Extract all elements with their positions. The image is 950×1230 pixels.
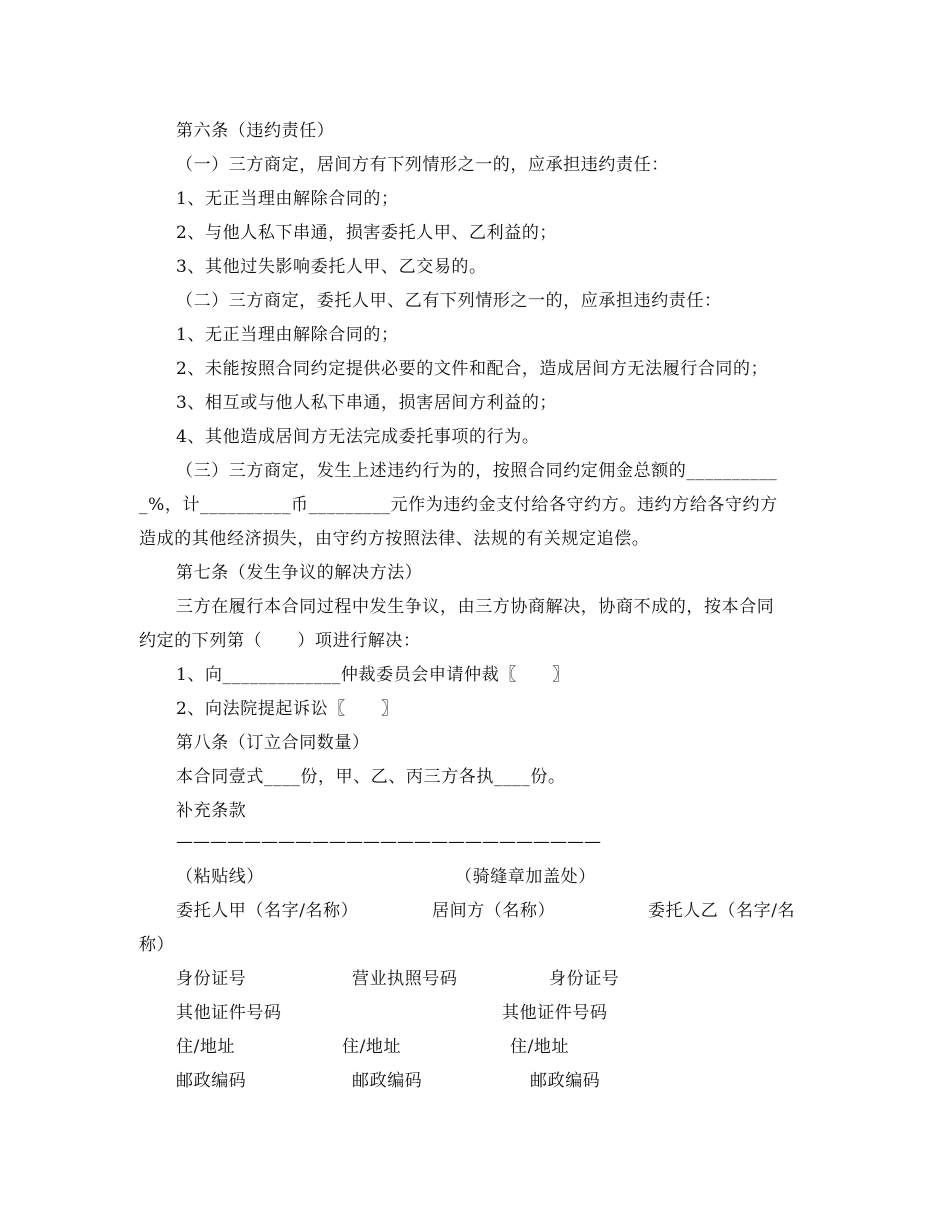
broker-license-label: 营业执照号码 <box>352 969 458 989</box>
party-a-other-id-label: 其他证件号码 <box>176 1003 282 1023</box>
article-7-item-2: 2、向法院提起诉讼〖 〗 <box>176 699 399 719</box>
party-b-other-id-label: 其他证件号码 <box>502 1003 608 1023</box>
article-6-section-2-item-4: 4、其他造成居间方无法完成委托事项的行为。 <box>176 427 540 447</box>
article-6-section-2-item-2: 2、未能按照合同约定提供必要的文件和配合，造成居间方无法履行合同的； <box>176 359 769 379</box>
broker-address-label: 住/地址 <box>342 1037 402 1057</box>
article-6-section-1-item-3: 3、其他过失影响委托人甲、乙交易的。 <box>176 257 487 277</box>
paste-line-label: （粘贴线） <box>176 867 264 887</box>
party-b-id-label: 身份证号 <box>549 969 620 989</box>
party-b-zip-label: 邮政编码 <box>530 1071 601 1091</box>
article-7-paragraph-line-2: 约定的下列第（ ）项进行解决： <box>139 631 421 651</box>
article-8-text: 本合同壹式____份，甲、乙、丙三方各执____份。 <box>176 767 566 787</box>
article-6-title: 第六条（违约责任） <box>176 121 335 141</box>
party-a-label: 委托人甲（名字/名称） <box>176 901 359 921</box>
article-6-section-1-item-2: 2、与他人私下串通，损害委托人甲、乙利益的； <box>176 223 558 243</box>
party-b-label-line-1: 委托人乙（名字/名 <box>648 901 796 921</box>
party-a-id-label: 身份证号 <box>176 969 247 989</box>
article-7-item-1: 1、向_____________仲裁委员会申请仲裁〖 〗 <box>176 665 570 685</box>
article-6-section-2-item-1: 1、无正当理由解除合同的； <box>176 325 399 345</box>
party-a-zip-label: 邮政编码 <box>176 1071 247 1091</box>
article-6-section-2-item-3: 3、相互或与他人私下串通，损害居间方利益的； <box>176 393 558 413</box>
broker-label: 居间方（名称） <box>432 901 556 921</box>
article-7-title: 第七条（发生争议的解决方法） <box>176 563 423 583</box>
article-6-section-2-heading: （二）三方商定，委托人甲、乙有下列情形之一的，应承担违约责任： <box>176 291 722 311</box>
article-6-section-3-line-1: （三）三方商定，发生上述违约行为的，按照合同约定佣金总额的__________ <box>176 461 778 481</box>
article-6-section-3-line-2: _%，计__________币_________元作为违约金支付给各守约方。违约方给各守约方 <box>139 495 778 515</box>
supplement-title: 补充条款 <box>176 801 247 821</box>
article-7-paragraph-line-1: 三方在履行本合同过程中发生争议，由三方协商解决，协商不成的，按本合同 <box>176 597 775 617</box>
article-6-section-1-item-1: 1、无正当理由解除合同的； <box>176 189 399 209</box>
article-6-section-3-line-3: 造成的其他经济损失，由守约方按照法律、法规的有关规定追偿。 <box>139 529 650 549</box>
seal-area-label: （骑缝章加盖处） <box>455 867 596 887</box>
party-a-address-label: 住/地址 <box>176 1037 236 1057</box>
article-8-title: 第八条（订立合同数量） <box>176 733 370 753</box>
broker-zip-label: 邮政编码 <box>352 1071 423 1091</box>
party-b-address-label: 住/地址 <box>510 1037 570 1057</box>
party-b-label-line-2: 称） <box>139 935 175 955</box>
supplement-dash-line: ————————————————————————— <box>176 832 601 852</box>
article-6-section-1-heading: （一）三方商定，居间方有下列情形之一的，应承担违约责任： <box>176 155 669 175</box>
